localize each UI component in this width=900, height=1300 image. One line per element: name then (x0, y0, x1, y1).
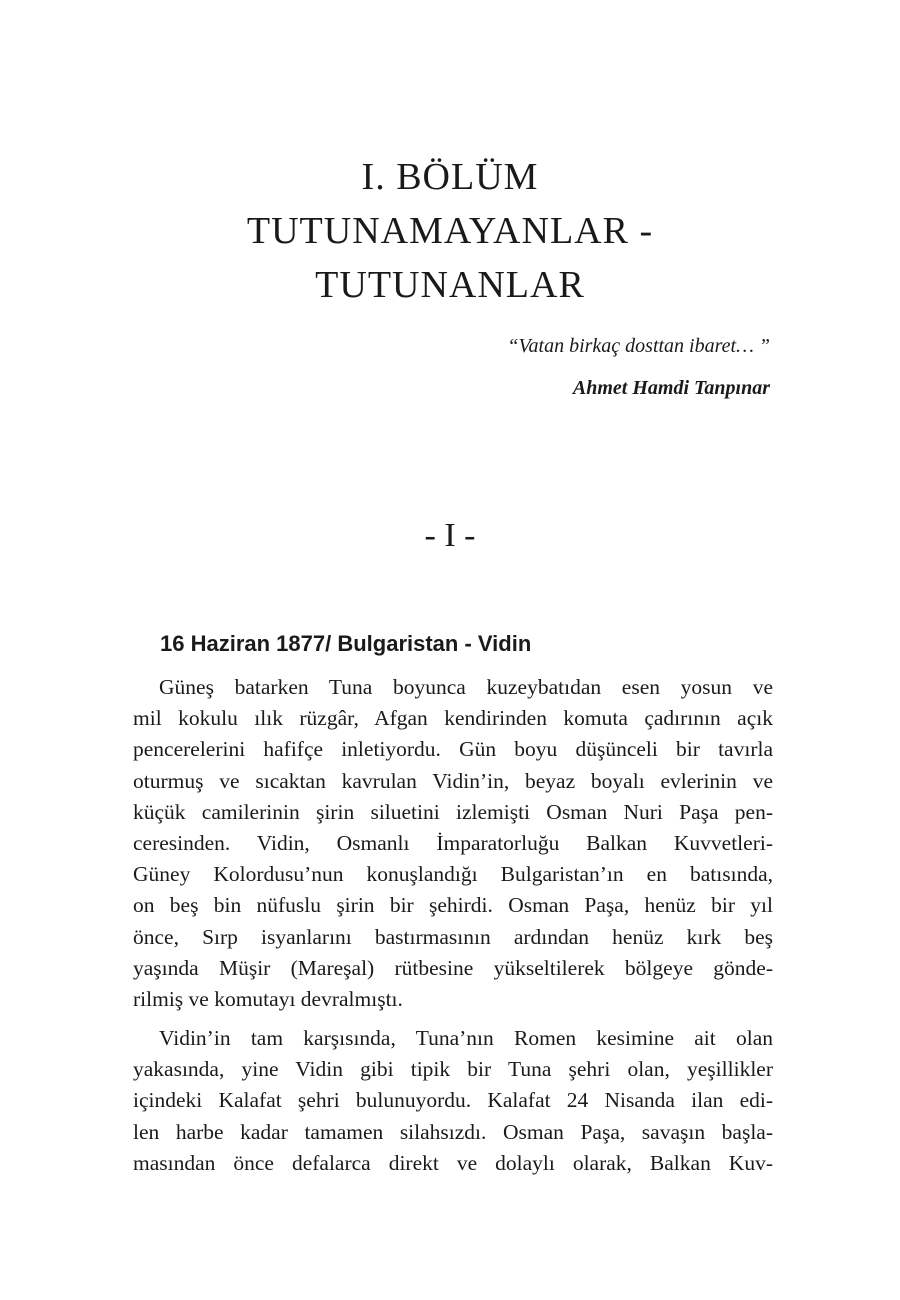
text-line: on beş bin nüfuslu şirin bir şehirdi. Osman Paşa, henüz bir yıl (133, 893, 773, 918)
text-line: ceresinden. Vidin, Osmanlı İmparatorluğu Balkan Kuvvetleri- (133, 830, 773, 855)
text-line: yakasında, yine Vidin gibi tipik bir Tuna şehri olan, yeşillikler (133, 1057, 773, 1082)
text-line: mil kokulu ılık rüzgâr, Afgan kendirinden komuta çadırının açık (133, 706, 773, 731)
text-line: len harbe kadar tamamen silahsızdı. Osman Paşa, savaşın başla- (133, 1119, 773, 1144)
text-line: içindeki Kalafat şehri bulunuyordu. Kalafat 24 Nisanda ilan edi- (133, 1088, 773, 1113)
text-line: yaşında Müşir (Mareşal) rütbesine yükseltilerek bölgeye gönde- (133, 955, 773, 980)
text-line: masından önce defalarca direkt ve dolaylı olarak, Balkan Kuv- (133, 1150, 773, 1175)
paragraph (133, 672, 773, 1015)
epigraph-quote: “Vatan birkaç dosttan ibaret… ” (507, 335, 770, 357)
text-line: Vidin’in tam karşısında, Tuna’nın Romen kesimine ait olan (159, 1026, 773, 1051)
text-line: Güneş batarken Tuna boyunca kuzeybatıdan esen yosun ve (159, 675, 773, 699)
text-line: önce, Sırp isyanlarını bastırmasının ardından henüz kırk beş (133, 924, 773, 949)
chapter-title (0, 150, 900, 312)
section-heading: 16 Haziran 1877/ Bulgaristan - Vidin (160, 631, 532, 656)
text-line: pencerelerini hafifçe inletiyordu. Gün boyu düşünceli bir tavırla (133, 737, 773, 762)
text-line: Güney Kolordusu’nun konuşlandığı Bulgaristan’ın en batısında, (133, 862, 773, 887)
text-line: oturmuş ve sıcaktan kavrulan Vidin’in, beyaz boyalı evlerinin ve (133, 768, 773, 793)
paragraph (133, 1023, 773, 1179)
epigraph-author: Ahmet Hamdi Tanpınar (572, 377, 770, 399)
section-mark: - I - (424, 517, 476, 554)
epigraph (507, 332, 770, 402)
chapter-title-line: TUTUNAMAYANLAR - (246, 210, 654, 252)
text-line: rilmiş ve komutayı devralmıştı. (133, 986, 403, 1011)
text-line: küçük camilerinin şirin siluetini izlemişti Osman Nuri Paşa pen- (133, 799, 773, 824)
chapter-title-line: I. BÖLÜM (361, 156, 539, 198)
chapter-title-line: TUTUNANLAR (315, 264, 585, 306)
body-text (133, 672, 773, 1179)
